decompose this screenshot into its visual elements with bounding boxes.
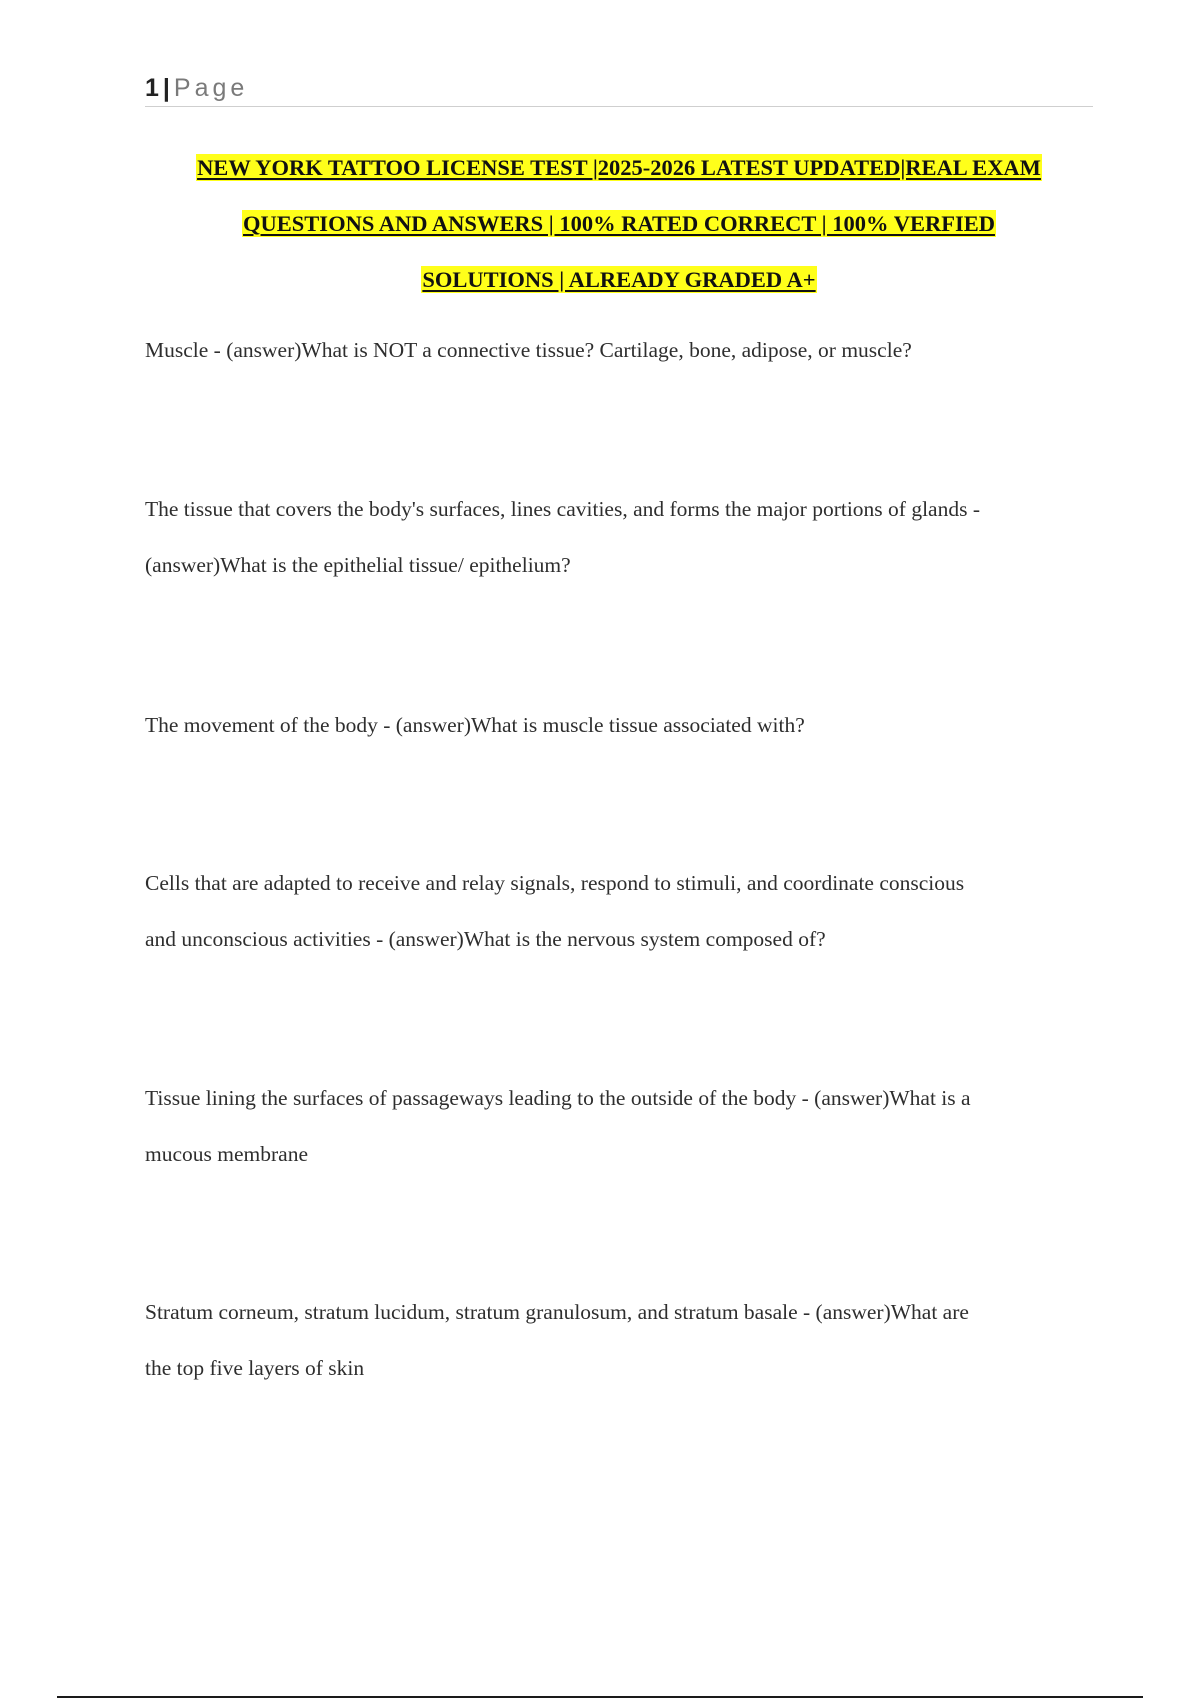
- qa-line: and unconscious activities - (answer)What is the nervous system composed of?: [145, 927, 826, 951]
- title-line-text: QUESTIONS AND ANSWERS | 100% RATED CORRECT | 100% VERFIED: [243, 211, 995, 236]
- qa-item: [145, 1070, 1100, 1182]
- page-label: Page: [173, 74, 249, 102]
- qa-item: [145, 322, 1100, 378]
- bottom-divider: [57, 1696, 1143, 1698]
- qa-line: the top five layers of skin: [145, 1356, 365, 1380]
- title-line: [145, 196, 1093, 252]
- qa-line: Stratum corneum, stratum lucidum, stratum granulosum, and stratum basale - (answer)What are: [145, 1300, 969, 1324]
- qa-line: The movement of the body - (answer)What is muscle tissue associated with?: [145, 713, 805, 737]
- qa-line: The tissue that covers the body's surfaces, lines cavities, and forms the major portions of glands -: [145, 497, 981, 521]
- title-line-text: SOLUTIONS | ALREADY GRADED A+: [422, 267, 816, 292]
- page-header: [145, 70, 1093, 107]
- qa-item: [145, 697, 1100, 753]
- qa-item: [145, 1284, 1100, 1396]
- page-number: 1: [145, 74, 159, 102]
- qa-line: Tissue lining the surfaces of passageways leading to the outside of the body - (answer)What is a: [145, 1086, 971, 1110]
- qa-line: Cells that are adapted to receive and relay signals, respond to stimuli, and coordinate conscious: [145, 871, 965, 895]
- title-line: [145, 140, 1093, 196]
- title-line: [145, 252, 1093, 308]
- page-separator: |: [162, 74, 170, 102]
- qa-item: [145, 855, 1100, 967]
- qa-line: Muscle - (answer)What is NOT a connective tissue? Cartilage, bone, adipose, or muscle?: [145, 338, 912, 362]
- qa-line: (answer)What is the epithelial tissue/ epithelium?: [145, 553, 571, 577]
- document-title: [145, 140, 1093, 308]
- title-line-text: NEW YORK TATTOO LICENSE TEST |2025-2026 LATEST UPDATED|REAL EXAM: [197, 155, 1041, 180]
- qa-item: [145, 481, 1100, 593]
- qa-line: mucous membrane: [145, 1142, 308, 1166]
